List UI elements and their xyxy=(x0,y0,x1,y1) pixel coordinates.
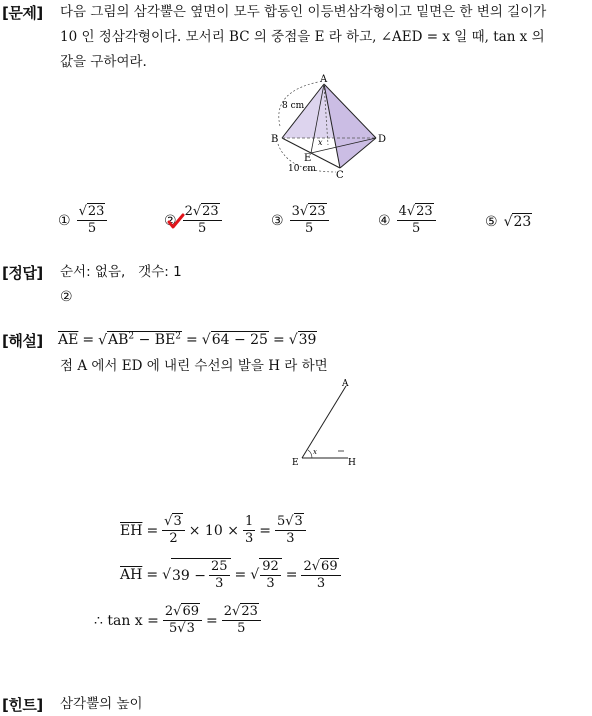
choice-3[interactable] xyxy=(271,204,329,237)
check-mark-icon xyxy=(167,213,185,229)
choice-1-value: $\frac{√23}{5}$ xyxy=(77,204,108,237)
label-b: B xyxy=(271,134,279,145)
label-x2: x xyxy=(313,448,317,456)
choice-1[interactable] xyxy=(58,204,107,237)
pyramid-figure xyxy=(268,72,398,182)
solution-equation-tan: ∴ tan x = $\frac{2√69}{5√3}$ = $\frac{2√23}{5}$ xyxy=(94,604,261,637)
choice-3-number: ③ xyxy=(271,212,284,229)
label-edge-length: 8 cm xyxy=(282,101,305,111)
hint-text: 삼각뿔의 높이 xyxy=(60,696,143,712)
answer-info: 순서: 없음, 갯수: 1 xyxy=(60,264,182,280)
problem-line-2: 10 인 정삼각형이다. 모서리 BC 의 중점을 E 라 하고, ∠AED = x 일 때, tan x 의 xyxy=(60,29,545,45)
label-base-length: 10 cm xyxy=(288,164,316,174)
choice-2[interactable] xyxy=(164,204,222,237)
label-x: x xyxy=(318,138,323,147)
choice-5[interactable] xyxy=(485,214,532,230)
choice-1-number: ① xyxy=(58,212,71,229)
label-h: H xyxy=(348,458,356,468)
angle-arc xyxy=(308,450,312,458)
choice-2-value: $\frac{2√23}{5}$ xyxy=(183,204,222,237)
solution-label: [해설] xyxy=(2,332,43,350)
hint-label: [힌트] xyxy=(2,696,43,714)
choice-4-value: $\frac{4√23}{5}$ xyxy=(397,204,436,237)
label-c: C xyxy=(336,170,344,181)
label-e: E xyxy=(304,153,312,164)
choice-5-number: ⑤ xyxy=(485,214,498,230)
solution-equation-ah: $\overline{AH}$ = √ 39 − $\frac{25}{3}$ = √ $\frac{92}{3}$ = $\frac{2√69}{3}$ xyxy=(120,558,341,592)
solution-equation-eh: $\overline{EH}$ = $\frac{√3}{2}$ × 10 × $\frac{1}{3}$ = $\frac{5√3}{3}$ xyxy=(120,514,306,547)
problem-line-1: 다음 그림의 삼각뿔은 옆면이 모두 합동인 이등변삼각형이고 밑면은 한 변의 길이가 xyxy=(60,4,547,20)
choice-4[interactable] xyxy=(378,204,436,237)
choice-5-value: √23 xyxy=(503,214,532,230)
answer-value: ② xyxy=(60,289,73,305)
label-e2: E xyxy=(292,458,299,468)
label-a: A xyxy=(320,74,328,85)
answer-label: [정답] xyxy=(2,264,43,282)
solution-sentence: 점 A 에서 ED 에 내린 수선의 발을 H 라 하면 xyxy=(60,358,328,374)
segment-ea xyxy=(302,386,346,458)
choice-3-value: $\frac{3√23}{5}$ xyxy=(290,204,329,237)
right-triangle-figure xyxy=(290,378,370,468)
label-d: D xyxy=(378,134,387,145)
problem-label: [문제] xyxy=(2,4,43,22)
problem-line-3: 값을 구하여라. xyxy=(60,54,147,70)
choice-4-number: ④ xyxy=(378,212,391,229)
label-a2: A xyxy=(342,379,349,389)
solution-equation-1: $\overline{AE}$ = $√AB^2 - \overline{BE}^2$ = √64 − 25 = √39 xyxy=(58,331,317,349)
choice-2-number: ② xyxy=(164,213,177,229)
